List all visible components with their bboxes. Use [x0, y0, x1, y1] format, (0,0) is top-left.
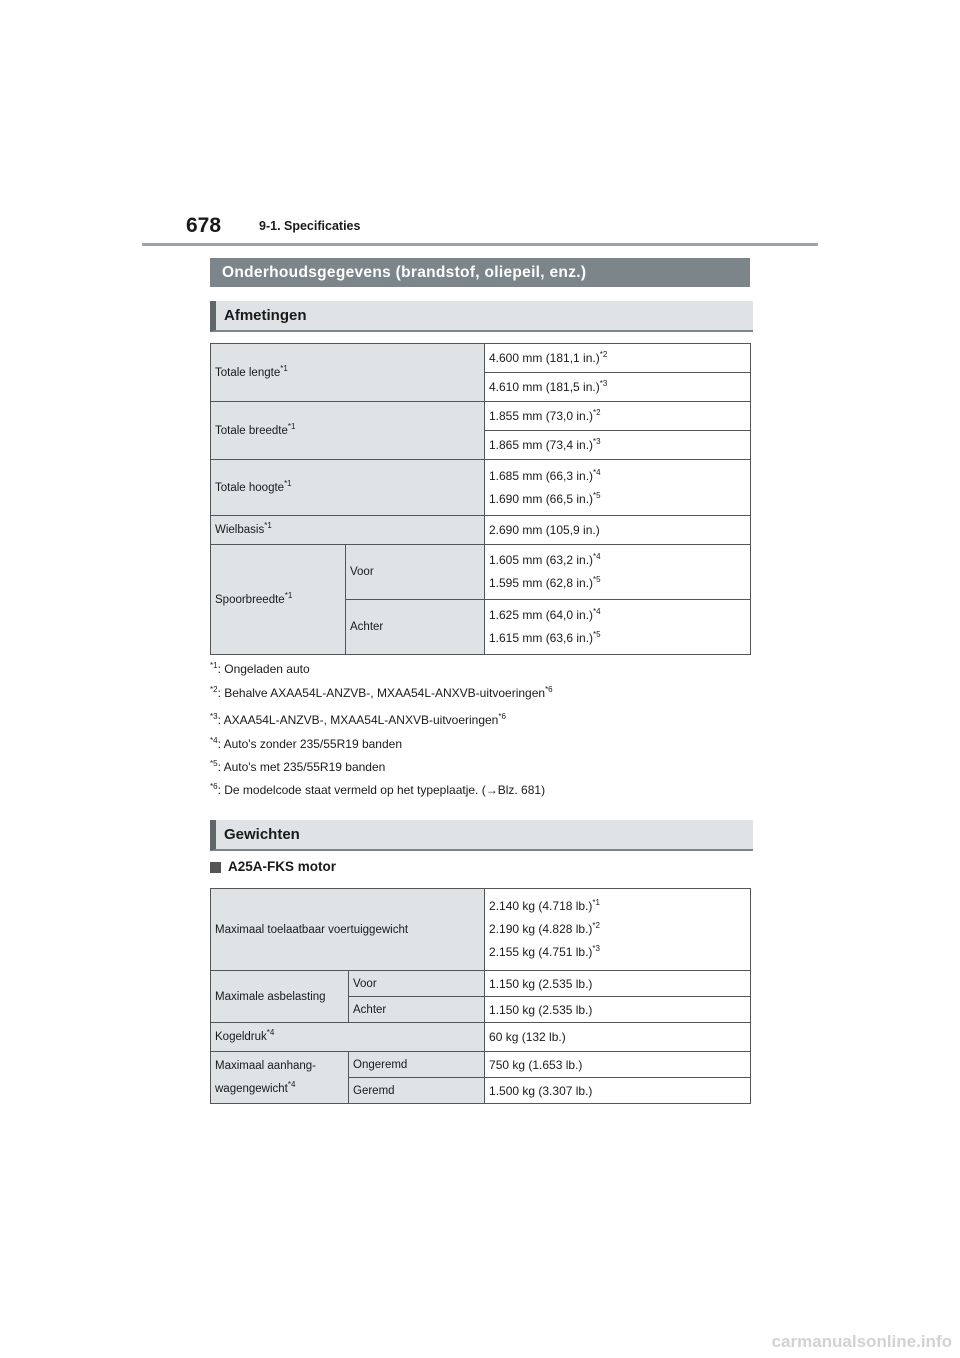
value-as-achter: 1.150 kg (2.535 lb.): [485, 997, 751, 1023]
footnote-4: $^{*4}$: Auto's zonder 235/55R19 banden: [210, 736, 402, 751]
value-spoor-achter: 1.625 mm (64,0 in.)$^{*4}$ 1.615 mm (63,6 in.)$^{*5}$: [485, 600, 751, 655]
label-as-voor: Voor: [349, 971, 485, 997]
value-wielbasis: 2.690 mm (105,9 in.): [485, 516, 751, 545]
label-geremd: Geremd: [349, 1078, 485, 1104]
label-spoorbreedte: Spoorbreedte$^{*1}$: [211, 545, 346, 655]
page-number: 678: [186, 214, 222, 237]
subsection-afmetingen: Afmetingen: [210, 301, 753, 332]
footnote-3: $^{*3}$: AXAA54L-ANZVB-, MXAA54L-ANXVB-uitvoeringen$^{*6}$: [210, 712, 506, 727]
label-spoor-achter: Achter: [346, 600, 485, 655]
value-hoogte: 1.685 mm (66,3 in.)$^{*4}$ 1.690 mm (66,5 in.)$^{*5}$: [485, 460, 751, 516]
running-header: 9-1. Specificaties: [259, 219, 361, 233]
label-totale-breedte: Totale breedte$^{*1}$: [211, 402, 485, 460]
value-max-voertuiggewicht: 2.140 kg (4.718 lb.)$^{*1}$ 2.190 kg (4.828 lb.)$^{*2}$ 2.155 kg (4.751 lb.)$^{*3}$: [485, 889, 751, 971]
label-wielbasis: Wielbasis$^{*1}$: [211, 516, 485, 545]
value-geremd: 1.500 kg (3.307 lb.): [485, 1078, 751, 1104]
value-breedte-1: 1.855 mm (73,0 in.)$^{*2}$: [485, 402, 751, 431]
label-kogeldruk: Kogeldruk$^{*4}$: [211, 1023, 485, 1052]
label-totale-lengte: Totale lengte$^{*1}$: [211, 344, 485, 402]
header-rule: [142, 243, 818, 246]
footnote-6: $^{*6}$: De modelcode staat vermeld op het typeplaatje. (→Blz. 681): [210, 782, 546, 797]
value-kogeldruk: 60 kg (132 lb.): [485, 1023, 751, 1052]
footnote-1: $^{*1}$: Ongeladen auto: [210, 661, 310, 676]
label-max-aanhangwagengewicht: Maximaal aanhang- wagengewicht$^{*4}$: [211, 1052, 349, 1104]
watermark: carmanualsonline.info: [771, 1332, 952, 1351]
section-title: Onderhoudsgegevens (brandstof, oliepeil, enz.): [210, 258, 750, 287]
afmetingen-table: [210, 343, 751, 655]
label-ongeremd: Ongeremd: [349, 1052, 485, 1078]
value-breedte-2: 1.865 mm (73,4 in.)$^{*3}$: [485, 431, 751, 460]
label-max-asbelasting: Maximale asbelasting: [211, 971, 349, 1023]
value-ongeremd: 750 kg (1.653 lb.): [485, 1052, 751, 1078]
value-as-voor: 1.150 kg (2.535 lb.): [485, 971, 751, 997]
label-totale-hoogte: Totale hoogte$^{*1}$: [211, 460, 485, 516]
value-lengte-2: 4.610 mm (181,5 in.)$^{*3}$: [485, 373, 751, 402]
label-spoor-voor: Voor: [346, 545, 485, 600]
footnote-5: $^{*5}$: Auto's met 235/55R19 banden: [210, 759, 386, 774]
footnote-2: $^{*2}$: Behalve AXAA54L-ANZVB-, MXAA54L-ANXVB-uitvoeringen$^{*6}$: [210, 685, 553, 700]
subsection-gewichten: Gewichten: [210, 820, 753, 851]
value-spoor-voor: 1.605 mm (63,2 in.)$^{*4}$ 1.595 mm (62,8 in.)$^{*5}$: [485, 545, 751, 600]
gewichten-table: [210, 888, 751, 1104]
value-lengte-1: 4.600 mm (181,1 in.)$^{*2}$: [485, 344, 751, 373]
label-max-voertuiggewicht: Maximaal toelaatbaar voertuiggewicht: [211, 889, 485, 971]
motor-heading: A25A-FKS motor: [228, 859, 337, 874]
square-bullet-icon: [210, 862, 221, 873]
label-as-achter: Achter: [349, 997, 485, 1023]
